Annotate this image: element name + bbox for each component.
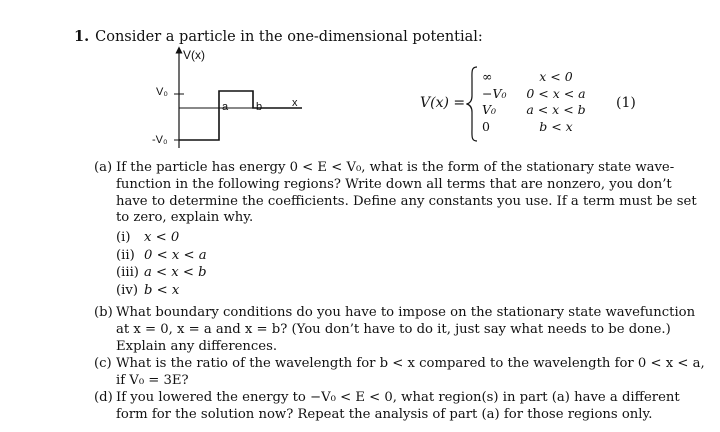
subitem-label: (ii)	[116, 247, 135, 263]
case-value: ∞	[482, 69, 493, 84]
potential-figure	[140, 44, 320, 154]
neg-v0-label: -V₀	[152, 134, 168, 146]
equation-lhs: V(x) =	[420, 95, 466, 111]
part-b-line: Explain any differences.	[116, 338, 278, 354]
subitem-text: b < x	[144, 282, 180, 298]
part-a-label: (a)	[94, 160, 113, 175]
a-label: a	[222, 101, 229, 113]
part-d-line: If you lowered the energy to −V₀ < E < 0, what region(s) in part (a) have a different	[116, 390, 680, 405]
part-d-label: (d)	[94, 390, 113, 405]
question-intro: Consider a particle in the one-dimensional potential:	[95, 29, 483, 45]
equation-cases	[482, 69, 594, 135]
subitem-text: 0 < x < a	[144, 247, 207, 263]
case-condition: x < 0	[539, 69, 573, 84]
subitem-label: (iii)	[116, 265, 139, 280]
case-condition: 0 < x < a	[526, 85, 586, 101]
part-a-line: function in the following regions? Write down all terms that are nonzero, you don’t	[116, 176, 672, 192]
case-value: 0	[482, 118, 490, 134]
part-a-line: have to determine the coefficients. Define any constants you use. If a term must be set	[116, 193, 697, 209]
case-value: V₀	[482, 102, 497, 117]
case-condition: a < x < b	[526, 102, 586, 117]
subitem	[116, 247, 207, 265]
part-c	[94, 356, 705, 390]
equation-case-row	[482, 119, 594, 136]
question-heading	[74, 28, 483, 45]
subitem-label: (iv)	[116, 282, 138, 298]
part-b	[94, 305, 695, 355]
case-value: −V₀	[482, 85, 507, 101]
part-d-line: form for the solution now? Repeat the analysis of part (a) for those regions only.	[116, 406, 653, 422]
question-number: 1.	[74, 28, 90, 45]
part-b-line: What boundary conditions do you have to impose on the stationary state wavefunction	[116, 305, 696, 320]
subitem	[116, 264, 207, 282]
part-c-line: if V₀ = 3E?	[116, 372, 189, 388]
equation-case-row	[482, 102, 594, 119]
subitem-text: a < x < b	[144, 265, 207, 280]
part-c-label: (c)	[94, 356, 112, 371]
b-label: b	[256, 101, 263, 113]
equation-case-row	[482, 86, 594, 103]
x-axis-label: x	[292, 97, 298, 109]
part-a-line: to zero, explain why.	[116, 210, 254, 226]
y-axis-label: V(x)	[183, 48, 205, 62]
case-condition: b < x	[539, 118, 573, 134]
part-b-label: (b)	[94, 305, 113, 320]
subitem-text: x < 0	[144, 230, 180, 245]
v0-label: V₀	[156, 86, 168, 98]
part-a	[94, 160, 697, 227]
part-a-subitems	[116, 229, 207, 299]
part-a-line: If the particle has energy 0 < E < V₀, what is the form of the stationary state wave-	[116, 160, 675, 175]
equation-case-row	[482, 69, 594, 86]
part-d	[94, 390, 680, 424]
subitem	[116, 229, 207, 247]
part-c-line: What is the ratio of the wavelength for b < x compared to the wavelength for 0 < x < a,	[116, 356, 705, 371]
subitem	[116, 282, 207, 300]
subitem-label: (i)	[116, 230, 131, 245]
part-b-line: at x = 0, x = a and x = b? (You don’t have to do it, just say what needs to be done.)	[116, 321, 671, 337]
equation-brace	[466, 66, 478, 142]
potential-curve	[179, 91, 302, 140]
equation-number: (1)	[616, 95, 636, 111]
